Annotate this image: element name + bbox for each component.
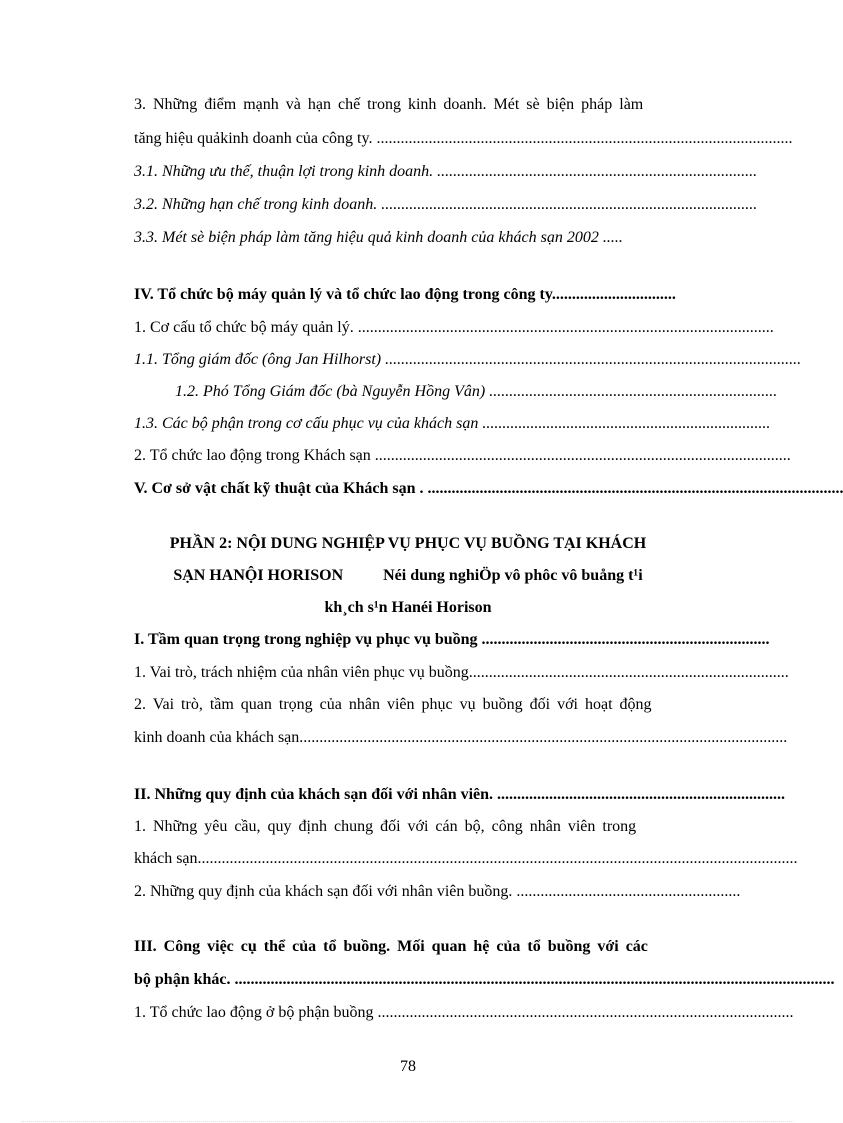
part-title: SẠN HANỘI HORISON Néi dung nghiÖp vô phôc vô buång t¹i — [173, 567, 643, 584]
toc-heading: V. Cơ sở vật chất kỹ thuật của Khách sạn . ........................................................................................................ — [134, 480, 843, 497]
toc-line: 2. Những quy định của khách sạn đối với nhân viên buồng. ........................................................ — [134, 883, 741, 900]
toc-line: 1. Những yêu cầu, quy định chung đối với cán bộ, công nhân viên trong — [134, 818, 637, 835]
toc-line: 1. Cơ cấu tổ chức bộ máy quản lý. ........................................................................................................ — [134, 319, 774, 336]
toc-line: 3.1. Những ưu thế, thuận lợi trong kinh doanh. ................................................................................ — [134, 163, 758, 180]
toc-line: 2. Tổ chức lao động trong Khách sạn ........................................................................................................ — [134, 447, 791, 464]
toc-line: 1. Tổ chức lao động ở bộ phận buồng ........................................................................................................ — [134, 1004, 794, 1021]
toc-line: tăng hiệu quảkinh doanh của công ty. ........................................................................................................ — [134, 130, 793, 147]
page-number: 78 — [400, 1058, 416, 1075]
footer-rule — [22, 1121, 794, 1122]
toc-line: 3.2. Những hạn chế trong kinh doanh. .............................................................................................. — [134, 196, 758, 213]
toc-line: kinh doanh của khách sạn.......................................................................................................................... — [134, 729, 788, 746]
toc-line: khách sạn...................................................................................................................................................... — [134, 850, 798, 867]
toc-line: 1. Vai trò, trách nhiệm của nhân viên phục vụ buồng................................................................................ — [134, 664, 789, 681]
toc-heading: I. Tầm quan trọng trong nghiệp vụ phục vụ buồng ........................................................................ — [134, 631, 770, 648]
toc-heading: IV. Tổ chức bộ máy quản lý và tổ chức lao động trong công ty............................... — [134, 286, 676, 303]
toc-heading: III. Công việc cụ thể của tổ buồng. Mối quan hệ của tổ buồng với các — [134, 938, 648, 955]
toc-line: 2. Vai trò, tầm quan trọng của nhân viên phục vụ buồng đối với hoạt động — [134, 696, 652, 713]
part-title: kh¸ch s¹n Hanéi Horison — [324, 599, 492, 616]
toc-heading: bộ phận khác. ...................................................................................................................................................... — [134, 971, 835, 988]
toc-line: 3.3. Mét sè biện pháp làm tăng hiệu quả kinh doanh của khách sạn 2002 ..... — [134, 229, 623, 246]
toc-line: 3. Những điểm mạnh và hạn chế trong kinh doanh. Mét sè biện pháp làm — [134, 96, 644, 113]
toc-heading: II. Những quy định của khách sạn đối với nhân viên. ........................................................................ — [134, 786, 786, 803]
toc-line: 1.2. Phó Tổng Giám đốc (bà Nguyễn Hồng Vân) ........................................................................ — [175, 383, 778, 400]
toc-line: 1.1. Tổng giám đốc (ông Jan Hilhorst) ........................................................................................................ — [134, 351, 802, 368]
part-title: PHẦN 2: NỘI DUNG NGHIỆP VỤ PHỤC VỤ BUỒNG TẠI KHÁCH — [169, 535, 647, 552]
toc-line: 1.3. Các bộ phận trong cơ cấu phục vụ của khách sạn ........................................................................ — [134, 415, 771, 432]
